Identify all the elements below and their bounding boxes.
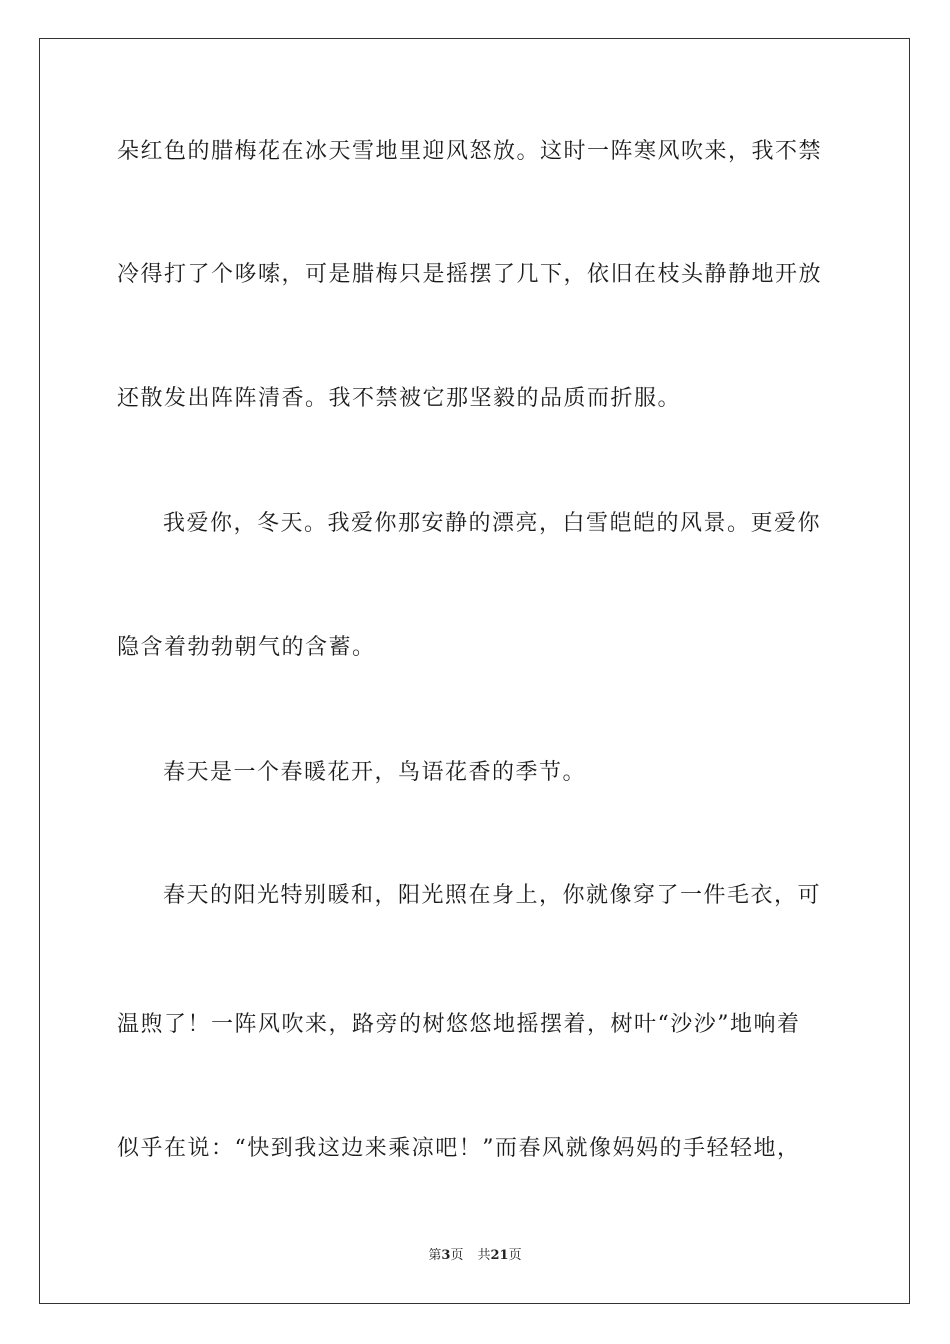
- text-line-7: 春天的阳光特别暖和，阳光照在身上，你就像穿了一件毛衣，可: [163, 883, 822, 908]
- total-prefix: 共: [477, 1248, 491, 1263]
- page-prefix: 第: [428, 1248, 442, 1263]
- text-line-4: 我爱你，冬天。我爱你那安静的漂亮，白雪皑皑的风景。更爱你: [163, 511, 822, 536]
- page-border: [39, 38, 910, 1304]
- page-number: 3: [441, 1248, 451, 1263]
- text-line-2: 冷得打了个哆嗦，可是腊梅只是摇摆了几下，依旧在枝头静静地开放: [117, 262, 823, 287]
- text-line-8: 温煦了！一阵风吹来，路旁的树悠悠地摇摆着，树叶“沙沙”地响着: [117, 1012, 801, 1037]
- total-suffix: 页: [508, 1248, 522, 1263]
- page-footer: [0, 1247, 950, 1265]
- text-line-3: 还散发出阵阵清香。我不禁被它那坚毅的品质而折服。: [117, 386, 682, 411]
- text-line-5: 隐含着勃勃朝气的含蓄。: [117, 635, 376, 660]
- text-line-9: 似乎在说：“快到我这边来乘凉吧！”而春风就像妈妈的手轻轻地，: [117, 1136, 801, 1161]
- total-pages: 21: [490, 1248, 509, 1263]
- text-line-1: 朵红色的腊梅花在冰天雪地里迎风怒放。这时一阵寒风吹来，我不禁: [117, 139, 823, 164]
- page-suffix: 页: [450, 1248, 464, 1263]
- text-line-6: 春天是一个春暖花开，鸟语花香的季节。: [163, 760, 587, 785]
